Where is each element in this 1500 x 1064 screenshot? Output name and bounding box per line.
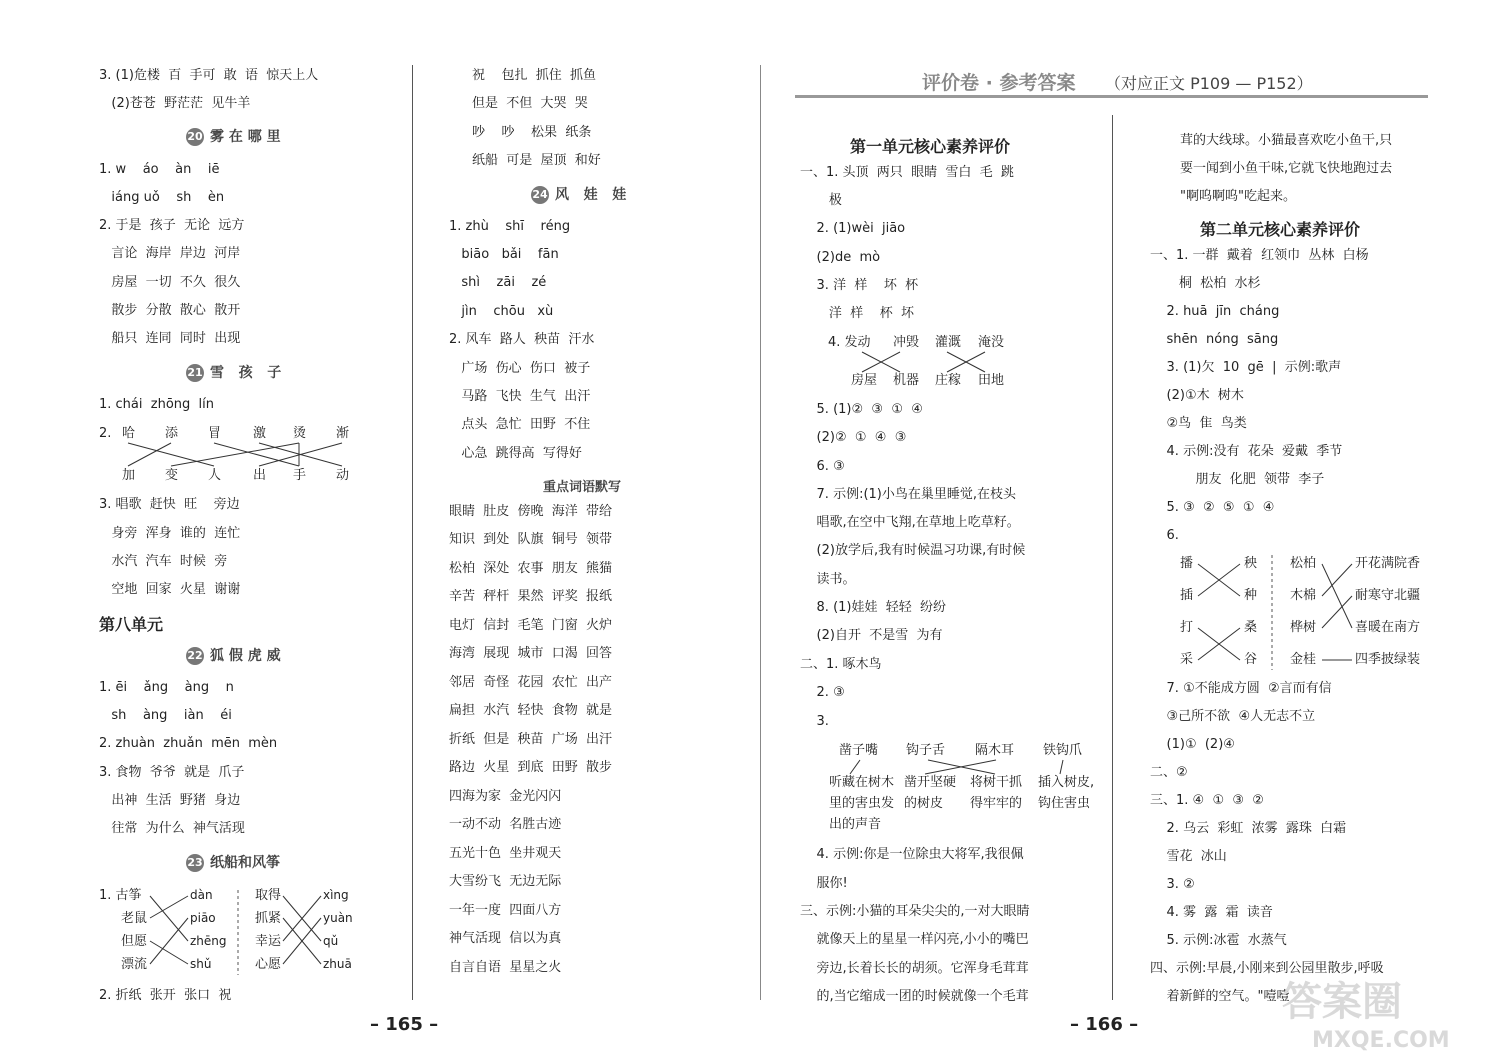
match-top: 激 bbox=[253, 426, 267, 441]
text-line: sh àng iàn éi bbox=[99, 708, 232, 723]
match-bottom: 田地 bbox=[978, 373, 1005, 388]
lesson-title-text: 狐 假 虎 威 bbox=[210, 648, 281, 664]
text-line: 2. ③ bbox=[800, 685, 845, 700]
text-line: 船只 连同 同时 出现 bbox=[99, 331, 241, 346]
match-word: 幸运 bbox=[255, 934, 282, 949]
match-bottom: 将树干抓 bbox=[970, 775, 1023, 790]
text-line: 三、示例:小猫的耳朵尖尖的,一对大眼睛 bbox=[800, 904, 1030, 919]
text-line: 房屋 一切 不久 很久 bbox=[99, 275, 241, 290]
text-line: 2. zhuàn zhuǎn mēn mèn bbox=[99, 736, 278, 751]
match-top: 冒 bbox=[208, 426, 222, 441]
text-line: 2. bbox=[99, 426, 112, 441]
match-right: 谷 bbox=[1244, 652, 1258, 667]
lesson-title-text: 风 娃 娃 bbox=[555, 187, 627, 203]
text-line: 四、示例:早晨,小刚来到公园里散步,呼吸 bbox=[1150, 961, 1384, 976]
match-top: 哈 bbox=[122, 426, 136, 441]
text-line: 5. ③ ② ⑤ ① ④ bbox=[1150, 500, 1275, 515]
text-line: 辛苦 秤杆 果然 评奖 报纸 bbox=[449, 589, 613, 604]
match-line bbox=[128, 443, 214, 466]
match-top: 钩子舌 bbox=[906, 743, 946, 758]
text-line: 心急 跳得高 写得好 bbox=[449, 446, 582, 461]
match-left: 插 bbox=[1180, 588, 1194, 603]
match-line bbox=[128, 443, 171, 466]
text-line: 一年一度 四面八方 bbox=[449, 903, 562, 918]
match-word: 抓紧 bbox=[255, 911, 282, 926]
text-line: 要一闻到小鱼干味,它就飞快地跑过去 bbox=[1180, 161, 1393, 176]
text-line: 2. (1)wèi jiāo bbox=[800, 221, 906, 236]
text-line: 就像天上的星星一样闪亮,小小的嘴巴 bbox=[800, 932, 1029, 947]
text-line: 5. (1)② ③ ① ④ bbox=[800, 402, 923, 417]
match-top: 添 bbox=[165, 426, 179, 441]
match-bottom: 出 bbox=[253, 468, 267, 483]
text-line: 1. chái zhōng lín bbox=[99, 397, 215, 412]
match-left: 播 bbox=[1180, 556, 1194, 571]
text-line: iáng uǒ sh èn bbox=[99, 190, 225, 205]
text-line: (1)① (2)④ bbox=[1150, 737, 1235, 752]
text-line: 1. w áo àn iē bbox=[99, 162, 220, 177]
match-line bbox=[150, 896, 188, 918]
dictation-title: 重点词语默写 bbox=[543, 480, 622, 495]
text-line: shēn nóng sāng bbox=[1150, 332, 1279, 347]
match-bottom: 庄稼 bbox=[935, 373, 962, 388]
text-line: 一、1. 头顶 两只 眼睛 雪白 毛 跳 bbox=[800, 165, 1014, 180]
text-line: 唱歌,在空中飞翔,在草地上吃草籽。 bbox=[800, 515, 1020, 530]
match-line bbox=[150, 896, 188, 941]
text-line: 二、② bbox=[1150, 765, 1188, 780]
text-line: 3. 食物 爷爷 就是 爪子 bbox=[99, 765, 245, 780]
match-right: 耐寒守北疆 bbox=[1355, 588, 1421, 603]
text-line: 散步 分散 散心 散开 bbox=[99, 303, 241, 318]
text-line: 自言自语 星星之火 bbox=[449, 960, 562, 975]
text-line: 松柏 深处 农事 朋友 熊猫 bbox=[449, 561, 613, 576]
text-line: 4. 雾 露 霜 读音 bbox=[1150, 905, 1273, 920]
match-bottom: 变 bbox=[165, 468, 179, 483]
match-bottom: 的树皮 bbox=[904, 796, 944, 811]
match-top: 铁钩爪 bbox=[1043, 743, 1083, 758]
text-line: 但是 不但 大哭 哭 bbox=[472, 96, 588, 111]
text-line: (2)de mò bbox=[800, 250, 881, 265]
text-line: 广场 伤心 伤口 被子 bbox=[449, 361, 591, 376]
text-line: 旁边,长着长长的胡须。它浑身毛茸茸 bbox=[800, 961, 1029, 976]
match-line bbox=[171, 443, 299, 466]
match-line bbox=[1322, 564, 1352, 596]
watermark-url: MXQE.COM bbox=[1312, 1028, 1450, 1053]
text-line: 1. ēi ǎng àng n bbox=[99, 680, 234, 695]
match-word: 但愿 bbox=[121, 934, 148, 949]
text-line: 邻居 奇怪 花园 农忙 出产 bbox=[449, 675, 613, 690]
text-line: 读书。 bbox=[800, 572, 856, 587]
page-number: – 165 – bbox=[370, 1014, 439, 1035]
match-pinyin: piāo bbox=[190, 911, 216, 925]
lesson-title-text: 纸船和风筝 bbox=[210, 855, 280, 871]
header-subtitle: （对应正文 P109 — P152） bbox=[1105, 74, 1313, 93]
lesson-number-icon: 22 bbox=[186, 647, 204, 665]
text-line: 知识 到处 队旗 铜号 领带 bbox=[449, 532, 613, 547]
text-line: 扁担 水汽 轻快 食物 就是 bbox=[449, 703, 613, 718]
match-pinyin: shǔ bbox=[190, 957, 212, 971]
text-line: 纸船 可是 屋顶 和好 bbox=[472, 153, 601, 168]
match-bottom: 里的害虫发 bbox=[829, 796, 895, 811]
match-top: 4. 发动 bbox=[828, 335, 871, 350]
unit-title: 第八单元 bbox=[99, 615, 164, 634]
text-line: 3. 洋 样 坏 杯 bbox=[800, 278, 919, 293]
text-line: shì zāi zé bbox=[449, 275, 547, 290]
text-line: 5. 示例:冰雹 水蒸气 bbox=[1150, 933, 1287, 948]
match-pinyin: qǔ bbox=[323, 934, 339, 948]
text-line: 二、1. 啄木鸟 bbox=[800, 657, 882, 672]
match-top: 渐 bbox=[336, 426, 350, 441]
text-line: 茸的大线球。小猫最喜欢吃小鱼干,只 bbox=[1180, 133, 1393, 148]
match-left: 桦树 bbox=[1290, 620, 1317, 635]
match-right: 秧 bbox=[1244, 556, 1258, 571]
text-line: 点头 急忙 田野 不住 bbox=[449, 417, 591, 432]
header-title: 评价卷 · 参考答案 bbox=[922, 72, 1076, 94]
match-line bbox=[1322, 564, 1352, 628]
text-line: 4. 示例:没有 花朵 爱戴 季节 bbox=[1150, 444, 1343, 459]
text-line: 三、1. ④ ① ③ ② bbox=[1150, 793, 1264, 808]
match-top: 淹没 bbox=[978, 335, 1005, 350]
text-line: 言论 海岸 岸边 河岸 bbox=[99, 246, 241, 261]
match-pinyin: xìng bbox=[323, 888, 349, 902]
text-line: 桐 松柏 水杉 bbox=[1150, 276, 1261, 291]
text-line: 3. (1)欠 10 gē | 示例:歌声 bbox=[1150, 360, 1342, 375]
match-right: 开花满院香 bbox=[1355, 556, 1421, 571]
text-line: (2)①木 树木 bbox=[1150, 388, 1244, 403]
text-line: 五光十色 坐井观天 bbox=[449, 846, 562, 861]
match-left: 松柏 bbox=[1290, 556, 1317, 571]
match-pinyin: yuàn bbox=[323, 911, 353, 925]
match-bottom: 机器 bbox=[893, 373, 920, 388]
match-right: 四季披绿装 bbox=[1355, 652, 1421, 667]
watermark-logo: 答案圈 bbox=[1282, 979, 1402, 1025]
text-line: 往常 为什么 神气活现 bbox=[99, 821, 245, 836]
text-line: ③己所不欲 ④人无志不立 bbox=[1150, 709, 1316, 724]
match-top: 灌溉 bbox=[935, 335, 962, 350]
text-line: ②鸟 隹 鸟类 bbox=[1150, 416, 1247, 431]
text-line: 祝 包扎 抓住 抓鱼 bbox=[472, 68, 597, 83]
text-line: jìn chōu xù bbox=[449, 304, 554, 319]
text-line: 出神 生活 野猪 身边 bbox=[99, 793, 241, 808]
text-line: 水汽 汽车 时候 旁 bbox=[99, 554, 228, 569]
lesson-number-icon: 23 bbox=[186, 854, 204, 872]
text-line: 空地 回家 火星 谢谢 bbox=[99, 582, 241, 597]
match-bottom: 听藏在树木 bbox=[829, 775, 895, 790]
text-line: 7. 示例:(1)小鸟在巢里睡觉,在枝头 bbox=[800, 487, 1016, 502]
match-line bbox=[150, 918, 188, 964]
match-pinyin: dàn bbox=[190, 888, 213, 902]
text-line: 2. 折纸 张开 张口 祝 bbox=[99, 988, 232, 1003]
text-line: 2. 风车 路人 秧苗 汗水 bbox=[449, 332, 595, 347]
text-line: 眼睛 肚皮 傍晚 海洋 带给 bbox=[449, 504, 613, 519]
text-line: 电灯 信封 毛笔 门窗 火炉 bbox=[449, 618, 613, 633]
text-line: 洋 样 杯 坏 bbox=[800, 306, 914, 321]
text-line: 一动不动 名胜古迹 bbox=[449, 817, 562, 832]
match-bottom: 出的声音 bbox=[829, 817, 882, 832]
text-line: 4. 示例:你是一位除虫大将军,我很佩 bbox=[800, 847, 1024, 862]
text-line: 2. 乌云 彩虹 浓雾 露珠 白霜 bbox=[1150, 821, 1347, 836]
text-line: 6. bbox=[1150, 528, 1179, 543]
text-line: 3. (1)危楼 百 手可 敢 语 惊天上人 bbox=[99, 68, 319, 83]
lesson-title-text: 雪 孩 子 bbox=[210, 365, 282, 381]
text-line: 2. huā jīn cháng bbox=[1150, 304, 1280, 319]
text-line: 折纸 但是 秧苗 广场 出汗 bbox=[449, 732, 613, 747]
match-word: 漂流 bbox=[121, 957, 148, 972]
text-line: 身旁 浑身 谁的 连忙 bbox=[99, 526, 241, 541]
match-line bbox=[150, 941, 188, 964]
match-bottom: 得牢牢的 bbox=[970, 796, 1023, 811]
text-line: 极 bbox=[800, 193, 842, 208]
text-line: 6. ③ bbox=[800, 459, 845, 474]
text-line: 朋友 化肥 领带 李子 bbox=[1150, 472, 1325, 487]
text-line: 1. zhù shī réng bbox=[449, 219, 571, 234]
match-bottom: 人 bbox=[208, 468, 222, 483]
text-line: 8. (1)娃娃 轻轻 纷纷 bbox=[800, 600, 947, 615]
lesson-title-text: 雾 在 哪 里 bbox=[210, 129, 281, 145]
match-word: 老鼠 bbox=[121, 911, 148, 926]
match-line bbox=[1322, 596, 1352, 628]
text-line: 吵 吵 松果 纸条 bbox=[472, 125, 592, 140]
page-number: – 166 – bbox=[1070, 1014, 1139, 1035]
match-left: 采 bbox=[1180, 652, 1194, 667]
match-word: 取得 bbox=[255, 888, 282, 903]
match-word: 心愿 bbox=[255, 957, 282, 972]
text-line: (2)② ① ④ ③ bbox=[800, 430, 907, 445]
match-right: 喜暖在南方 bbox=[1355, 620, 1421, 635]
match-top: 烫 bbox=[293, 426, 307, 441]
text-line: 3. 唱歌 赶快 旺 旁边 bbox=[99, 497, 240, 512]
match-right: 桑 bbox=[1244, 620, 1258, 635]
text-line: 路边 火星 到底 田野 散步 bbox=[449, 760, 613, 775]
match-top: 隔木耳 bbox=[975, 743, 1015, 758]
lesson-number-icon: 21 bbox=[186, 364, 204, 382]
match-top: 凿子嘴 bbox=[839, 743, 879, 758]
match-line bbox=[214, 443, 299, 466]
match-word: 1. 古筝 bbox=[99, 888, 142, 903]
text-line: 大雪纷飞 无边无际 bbox=[449, 874, 562, 889]
match-pinyin: zhuā bbox=[323, 957, 352, 971]
text-line: (2)自开 不是雪 为有 bbox=[800, 628, 943, 643]
match-left: 木棉 bbox=[1290, 588, 1317, 603]
text-line: (2)苍苍 野茫茫 见牛羊 bbox=[99, 96, 251, 111]
match-bottom: 手 bbox=[293, 468, 307, 483]
lesson-number-icon: 20 bbox=[186, 128, 204, 146]
text-line: (2)放学后,我有时候温习功课,有时候 bbox=[800, 543, 1026, 558]
match-bottom: 插入树皮, bbox=[1038, 775, 1095, 790]
text-line: 的,当它缩成一团的时候就像一个毛茸 bbox=[800, 989, 1029, 1004]
text-line: "啊呜啊呜"吃起来。 bbox=[1180, 189, 1296, 204]
match-right: 种 bbox=[1244, 588, 1258, 603]
text-line: 海湾 展现 城市 口渴 回答 bbox=[449, 646, 613, 661]
text-line: 服你! bbox=[800, 876, 848, 891]
match-line bbox=[850, 760, 860, 774]
match-bottom: 动 bbox=[336, 468, 350, 483]
text-line: 着新鲜的空气。"噎噎 bbox=[1150, 989, 1290, 1004]
text-line: 2. 于是 孩子 无论 远方 bbox=[99, 218, 245, 233]
match-bottom: 房屋 bbox=[851, 373, 878, 388]
match-pinyin: zhēng bbox=[190, 934, 227, 948]
match-bottom: 钩住害虫 bbox=[1038, 796, 1091, 811]
match-left: 打 bbox=[1180, 620, 1194, 635]
unit-title: 第二单元核心素养评价 bbox=[1200, 220, 1361, 239]
match-bottom: 凿开坚硬 bbox=[904, 775, 957, 790]
match-left: 金桂 bbox=[1290, 652, 1317, 667]
text-line: 一、1. 一群 戴着 红领巾 丛林 白杨 bbox=[1150, 248, 1369, 263]
text-line: 3. bbox=[800, 714, 829, 729]
text-line: 雪花 冰山 bbox=[1150, 849, 1227, 864]
lesson-number-icon: 24 bbox=[531, 186, 549, 204]
text-line: 四海为家 金光闪闪 bbox=[449, 789, 562, 804]
text-line: 3. ② bbox=[1150, 877, 1195, 892]
match-top: 冲毁 bbox=[893, 335, 920, 350]
text-line: 7. ①不能成方圆 ②言而有信 bbox=[1150, 681, 1332, 696]
match-line bbox=[1060, 760, 1063, 774]
text-line: biāo bǎi fān bbox=[449, 247, 559, 262]
text-line: 马路 飞快 生气 出汗 bbox=[449, 389, 591, 404]
match-bottom: 加 bbox=[122, 468, 136, 483]
text-line: 神气活现 信以为真 bbox=[449, 931, 562, 946]
unit-title: 第一单元核心素养评价 bbox=[850, 137, 1011, 156]
